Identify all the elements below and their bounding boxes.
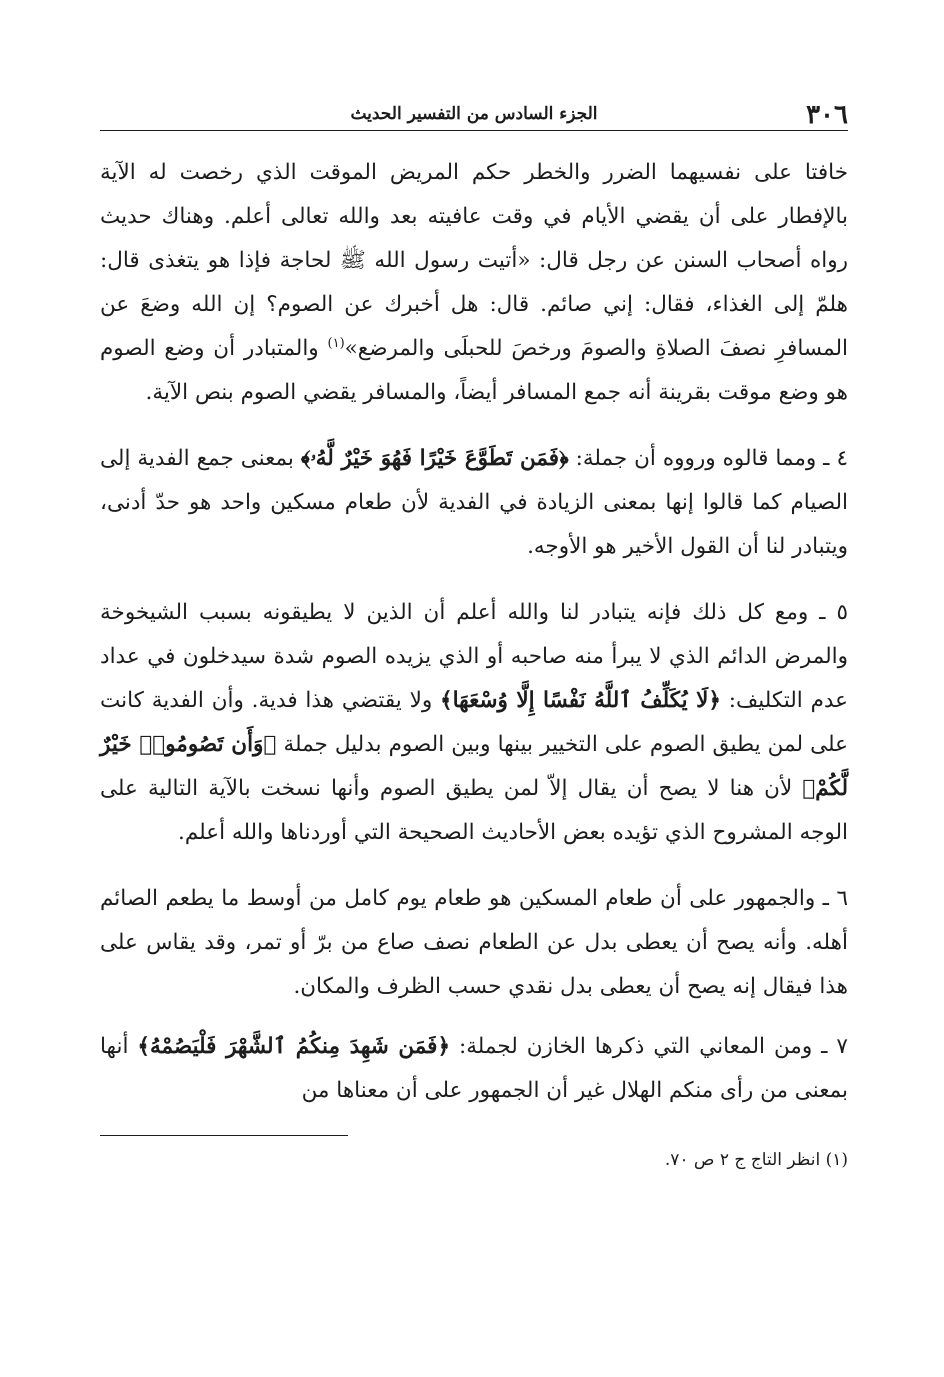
paragraph-item-7 <box>100 1025 848 1113</box>
paragraph-gap <box>100 1009 848 1025</box>
quran-verse: ﴿لَا يُكَلِّفُ ٱللَّهُ نَفْسًا إِلَّا وُسْعَهَا﴾ <box>440 688 721 713</box>
paragraph-gap <box>100 569 848 591</box>
page-body <box>100 151 848 1113</box>
paragraph-item-5 <box>100 591 848 855</box>
paragraph-item-6: ٦ ـ والجمهور على أن طعام المسكين هو طعام يوم كامل من أوسط ما يطعم الصائم أهله. وأنه يصح أن يعطى بدل عن الطعام نصف صاع من برّ أو تمر، وقد يقاس على هذا فيقال إنه يصح أن يعطى بدل نقدي حسب الظرف والمكان. <box>100 886 848 999</box>
page-number: ٣٠٦ <box>806 100 848 130</box>
book-page <box>100 96 848 1174</box>
paragraph-gap <box>100 415 848 437</box>
paragraph-item-4-body: بمعنى جمع الفدية إلى الصيام كما قالوا إنها بمعنى الزيادة في الفدية لأن طعام مسكين واحد هو حدّ أدنى، ويتبادر لنا أن القول الأخير هو الأوجه. <box>100 446 848 559</box>
footnote: (١) انظر التاج ج ٢ ص ٧٠. <box>664 1150 848 1170</box>
paragraph-gap <box>100 855 848 877</box>
quran-verse: ﴿وَأَن تَصُومُوا۟ خَيْرٌ لَّكُمْ﴾ <box>100 732 848 801</box>
paragraph-item-4 <box>100 437 848 569</box>
page-header <box>100 96 848 131</box>
paragraph-1-tail: والمتبادر أن وضع الصوم هو وضع موقت بقرينة أنه جمع المسافر أيضاً، والمسافر يقضي الصوم بنص الآية. <box>100 336 848 405</box>
paragraph-item-7-body: أنها بمعنى من رأى منكم الهلال غير أن الجمهور على أن معناها من <box>100 1034 848 1103</box>
paragraph-1-text: خافتا على نفسيهما الضرر والخطر حكم المريض الموقت الذي رخصت له الآية بالإفطار على أن يقضي الأيام في وقت عافيته بعد والله تعالى أعلم. وهناك حديث رواه أصحاب السنن عن رجل قال: «أتيت رسول الله ﷺ لحاجة فإذا هو يتغذى قال: هلمّ إلى الغذاء، فقال: إني صائم. قال: هل أخبرك عن الصوم؟ إن الله وضعَ عن المسافرِ نصفَ الصلاةِ والصومَ ورخصَ للحبلَى والمرضع» <box>100 160 849 361</box>
quran-verse: ﴿فَمَن تَطَوَّعَ خَيْرًا فَهُوَ خَيْرٌ لَّهُۥ﴾ <box>300 446 569 471</box>
paragraph-item-4-intro: ٤ ـ ومما قالوه ورووه أن جملة: <box>568 446 849 471</box>
paragraph-1 <box>100 151 848 415</box>
running-title: الجزء السادس من التفسير الحديث <box>350 104 598 124</box>
quran-verse: ﴿فَمَن شَهِدَ مِنكُمُ ٱلشَّهْرَ فَلْيَصُمْهُ﴾ <box>137 1034 451 1059</box>
paragraph-item-5-middle: ولا يقتضي هذا فدية. وأن الفدية كانت على لمن يطيق الصوم على التخيير بينها وبين الصوم بدليل جملة <box>100 688 848 757</box>
paragraph-item-5-end: لأن هنا لا يصح أن يقال إلاّ لمن يطيق الصوم وأنها نسخت بالآية التالية على الوجه المشروح الذي تؤيده بعض الأحاديث الصحيحة التي أوردناها والله أعلم. <box>100 776 848 845</box>
paragraph-item-5-intro: ٥ ـ ومع كل ذلك فإنه يتبادر لنا والله أعلم أن الذين لا يطيقونه بسبب الشيخوخة والمرض الدائم الذي لا يبرأ منه صاحبه أو الذي يزيده الصوم شدة سيدخلون في عداد عدم التكليف: <box>100 600 848 713</box>
footnote-marker: (١) <box>327 335 345 351</box>
footnote-divider <box>100 1135 348 1136</box>
paragraph-item-7-intro: ٧ ـ ومن المعاني التي ذكرها الخازن لجملة: <box>450 1034 848 1059</box>
